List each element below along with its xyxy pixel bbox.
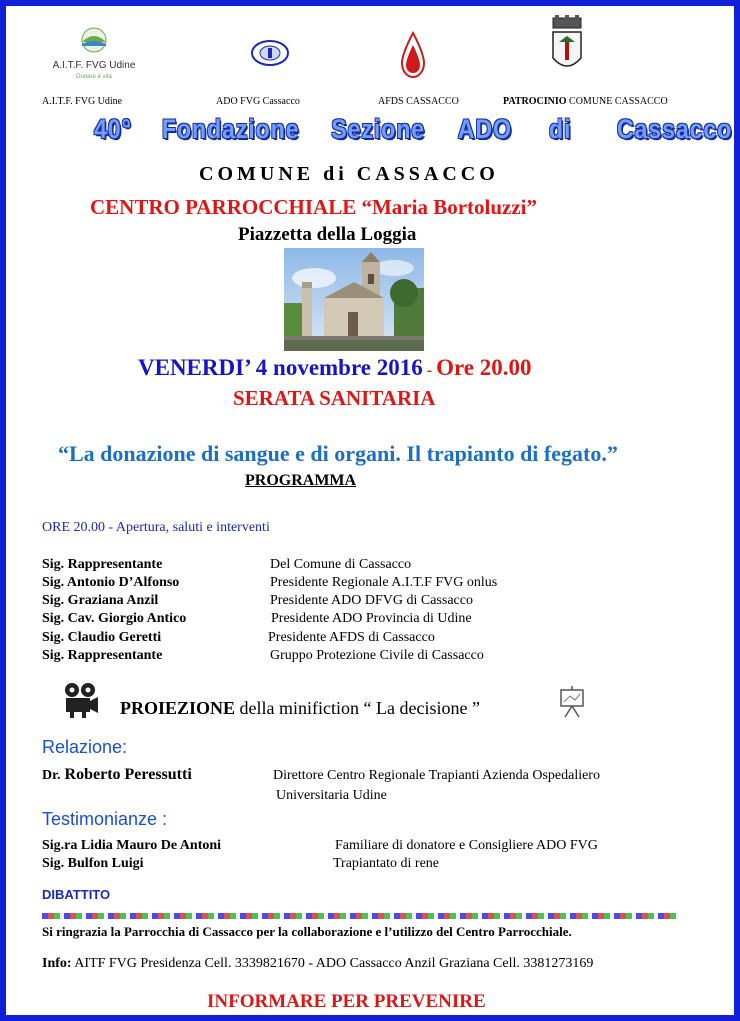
- speaker-role-6: Gruppo Protezione Civile di Cassacco: [270, 648, 484, 663]
- comune-logo: [549, 14, 585, 78]
- blood-drop-icon: [400, 31, 426, 79]
- centro-title: CENTRO PARROCCHIALE “Maria Bortoluzzi”: [90, 195, 537, 219]
- speaker-role-4: Presidente ADO Provincia di Udine: [271, 611, 472, 626]
- decorative-divider: [42, 913, 678, 919]
- footer-slogan: INFORMARE PER PREVENIRE: [207, 991, 486, 1012]
- speaker-name-1: Sig. Rappresentante: [42, 557, 163, 572]
- speaker-role-3: Presidente ADO DFVG di Cassacco: [270, 593, 473, 608]
- date-separator: -: [422, 362, 437, 379]
- testimone-name-2: Sig. Bulfon Luigi: [42, 856, 144, 871]
- testimone-name-1: Sig.ra Lidia Mauro De Antoni: [42, 838, 222, 853]
- dibattito-heading: DIBATTITO: [42, 887, 111, 902]
- afds-label: AFDS CASSACCO: [378, 96, 459, 107]
- proiezione-rest: della minifiction “ La decisione ”: [235, 698, 480, 718]
- speaker-name-4: Sig. Cav. Giorgio Antico: [42, 611, 187, 626]
- schedule-ore-line: ORE 20.00 - Apertura, saluti e interventi: [42, 520, 270, 535]
- speaker-name-5: Sig. Claudio Geretti: [42, 630, 162, 645]
- aitf-landscape-icon: [44, 26, 144, 82]
- patrocinio-label: [503, 96, 668, 107]
- relazione-role-line2: Universitaria Udine: [276, 788, 387, 803]
- event-date: VENERDI’ 4 novembre 2016: [138, 355, 423, 380]
- afds-logo: [400, 31, 426, 79]
- headline-40: 40°: [94, 114, 132, 144]
- programma-heading: PROGRAMMA: [245, 472, 357, 489]
- relazione-name: Roberto Peressutti: [64, 766, 192, 783]
- piazzetta-title: Piazzetta della Loggia: [238, 224, 417, 245]
- patrocinio-comune: COMUNE CASSACCO: [569, 96, 668, 107]
- projection-screen-icon: [559, 686, 585, 718]
- svg-text:A.I.T.F. FVG Udine: A.I.T.F. FVG Udine: [52, 60, 136, 71]
- speaker-name-3: Sig. Graziana Anzil: [42, 593, 159, 608]
- headline-ado: ADO: [457, 114, 512, 144]
- testimone-role-1: Familiare di donatore e Consigliere ADO FVG: [335, 838, 598, 853]
- testimonianze-heading: Testimonianze :: [42, 809, 168, 829]
- relazione-heading: Relazione:: [42, 737, 128, 757]
- speaker-name-2: Sig. Antonio D’Alfonso: [42, 575, 180, 590]
- testimone-role-2: Trapiantato di rene: [333, 856, 440, 871]
- event-time: Ore 20.00: [436, 355, 532, 380]
- speaker-role-2: Presidente Regionale A.I.T.F FVG onlus: [270, 575, 498, 590]
- headline-di: di: [548, 114, 572, 144]
- ado-logo: [250, 38, 290, 68]
- info-text: AITF FVG Presidenza Cell. 3339821670 - ADO Cassacco Anzil Graziana Cell. 3381273169: [71, 956, 594, 971]
- patrocinio-bold: PATROCINIO: [503, 96, 567, 107]
- info-line: [42, 956, 593, 972]
- aitf-label: A.I.T.F. FVG Udine: [42, 96, 123, 107]
- svg-text:Donare è vita: Donare è vita: [76, 74, 112, 80]
- event-date-line: [138, 355, 531, 381]
- comune-title: COMUNE di CASSACCO: [199, 163, 499, 185]
- anniversary-headline: [94, 114, 733, 145]
- headline-fondazione: Fondazione: [161, 114, 300, 144]
- headline-cassacco: Cassacco: [616, 114, 733, 144]
- relazione-prefix: Dr.: [42, 768, 61, 783]
- info-label: Info:: [42, 956, 72, 971]
- film-camera-icon: [62, 682, 100, 718]
- ado-label: ADO FVG Cassacco: [216, 96, 300, 107]
- ado-emblem-icon: [250, 38, 290, 68]
- serata-title: SERATA SANITARIA: [233, 386, 436, 410]
- speaker-role-1: Del Comune di Cassacco: [270, 557, 412, 572]
- event-theme-quote: “La donazione di sangue e di organi. Il trapianto di fegato.”: [58, 441, 618, 466]
- coat-of-arms-icon: [549, 14, 585, 78]
- aitf-logo: [44, 26, 144, 82]
- proiezione-line: [120, 698, 480, 719]
- church-image: [284, 248, 424, 351]
- speaker-name-6: Sig. Rappresentante: [42, 648, 163, 663]
- headline-sezione: Sezione: [331, 114, 426, 144]
- speaker-role-5: Presidente AFDS di Cassacco: [268, 630, 435, 645]
- proiezione-bold: PROIEZIONE: [120, 698, 236, 718]
- church-photo: [284, 248, 424, 351]
- relazione-role-line1: Direttore Centro Regionale Trapianti Azienda Ospedaliero: [273, 768, 600, 783]
- relazione-speaker: [42, 766, 192, 784]
- ringraziamento-text: Si ringrazia la Parrocchia di Cassacco per la collaborazione e l’utilizzo del Centro Parrocchiale.: [42, 924, 572, 939]
